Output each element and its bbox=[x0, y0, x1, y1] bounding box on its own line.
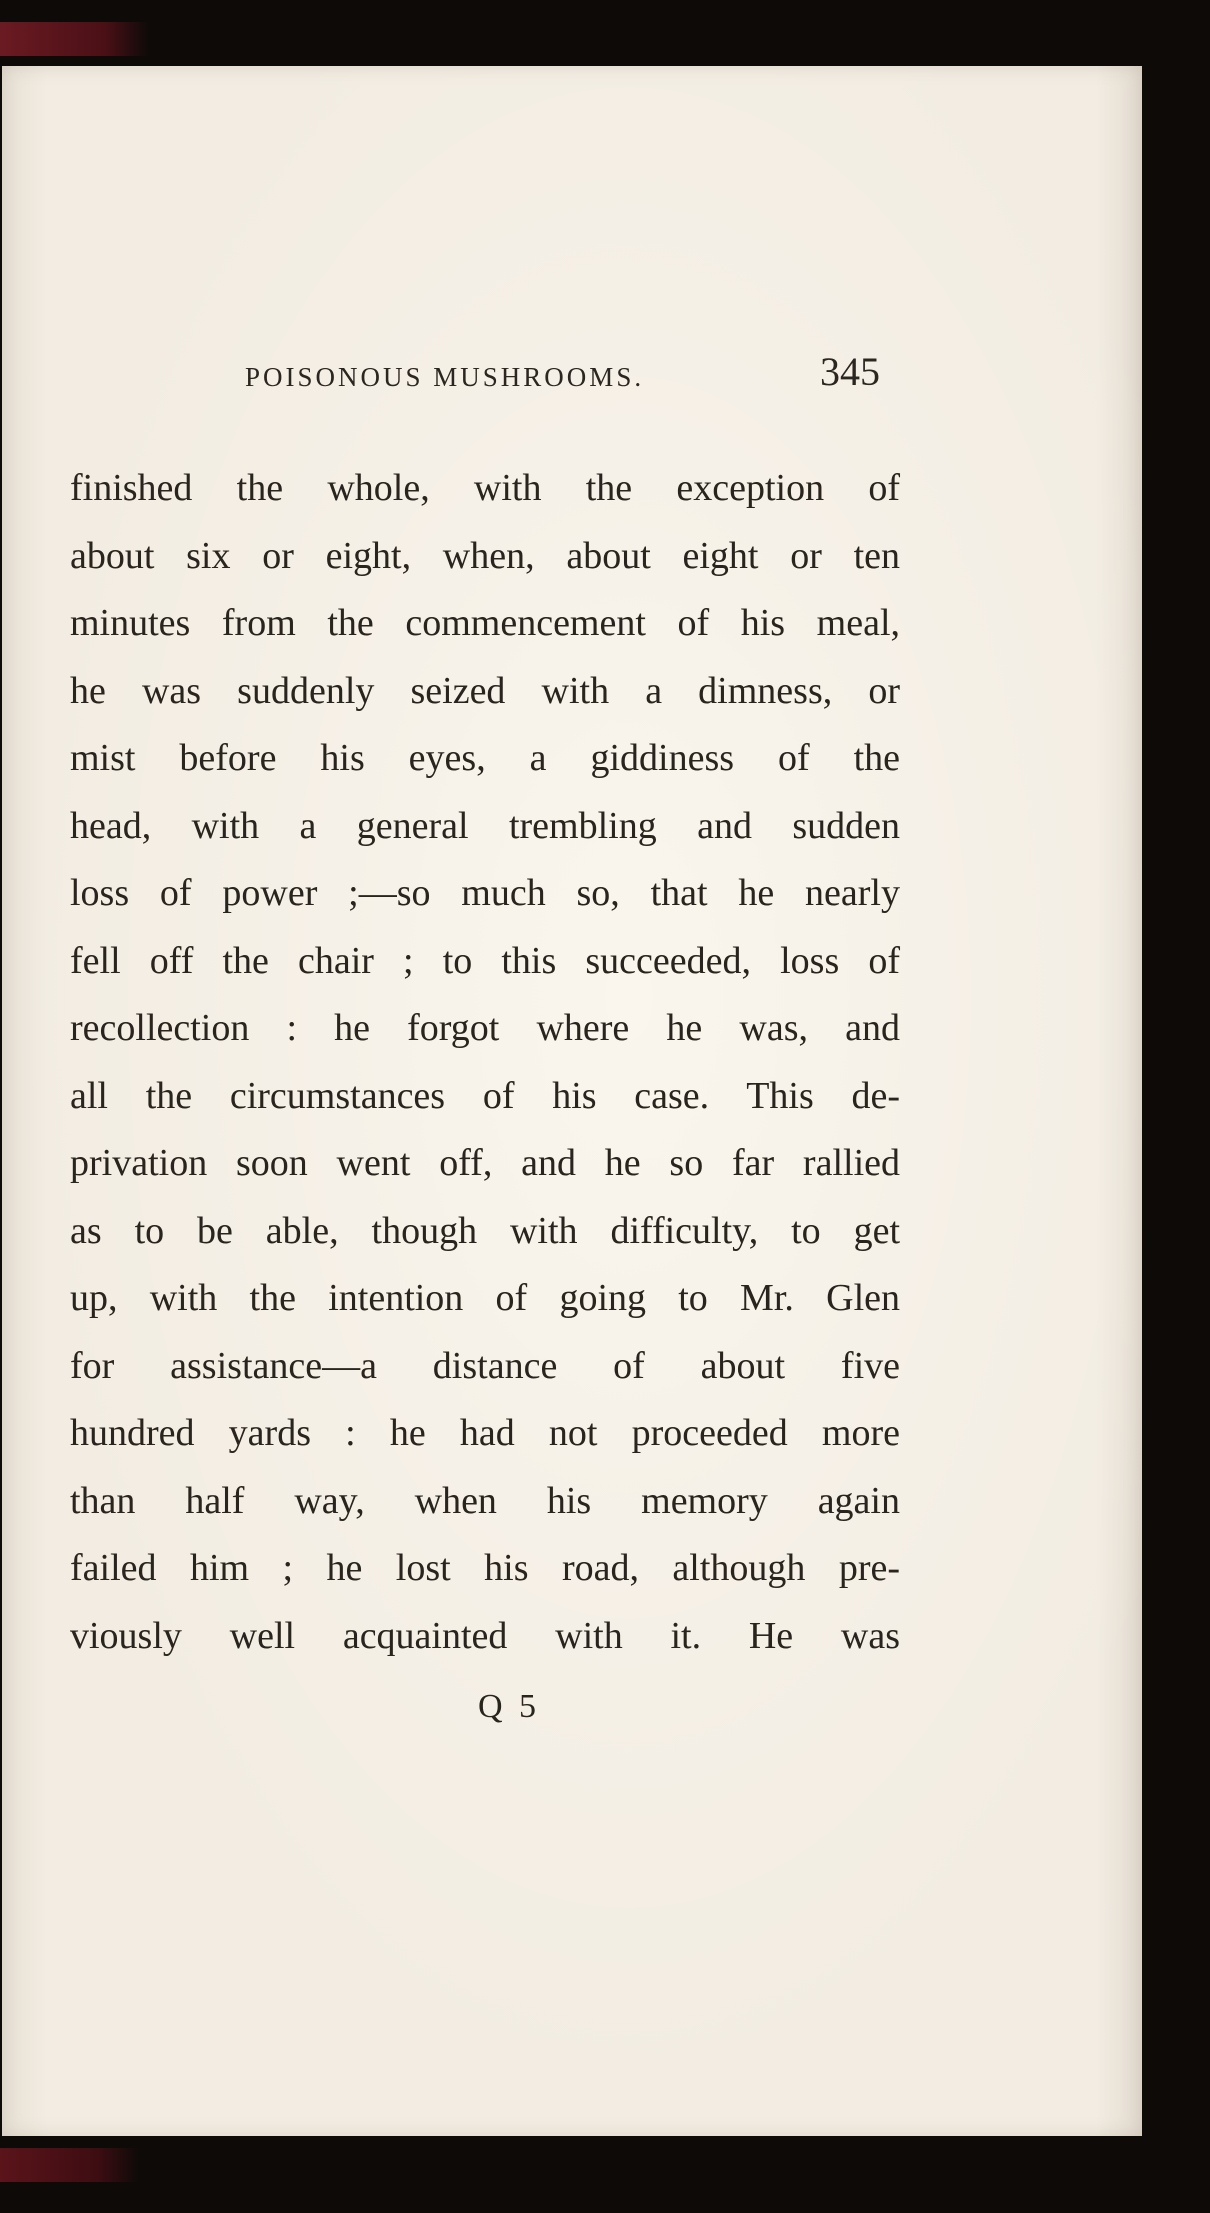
text-line: hundred yards : he had not proceeded more bbox=[70, 1412, 900, 1454]
text-line: fell off the chair ; to this succeeded, loss of bbox=[70, 939, 900, 982]
body-text bbox=[70, 455, 900, 1670]
text-line: mist before his eyes, a giddiness of the bbox=[70, 737, 900, 779]
text-line: finished the whole, with the exception of bbox=[70, 467, 900, 509]
text-line: minutes from the commencement of his meal, bbox=[70, 602, 900, 644]
text-line: for assistance—a distance of about five bbox=[70, 1344, 900, 1387]
text-line: failed him ; he lost his road, although pre- bbox=[70, 1547, 900, 1589]
text-line: viously well acquainted with it. He was bbox=[70, 1614, 900, 1657]
binding-edge-bottom bbox=[0, 2148, 140, 2182]
text-line: about six or eight, when, about eight or ten bbox=[70, 534, 900, 577]
page-number: 345 bbox=[820, 349, 880, 394]
text-line: than half way, when his memory again bbox=[70, 1479, 900, 1522]
text-line: recollection : he forgot where he was, and bbox=[70, 1007, 900, 1049]
binding-edge-top bbox=[0, 22, 150, 56]
text-line: loss of power ;—so much so, that he nearly bbox=[70, 872, 900, 914]
text-line: all the circumstances of his case. This de- bbox=[70, 1074, 900, 1117]
text-line: head, with a general trembling and sudden bbox=[70, 804, 900, 847]
text-line: privation soon went off, and he so far rallied bbox=[70, 1142, 900, 1184]
text-line: up, with the intention of going to Mr. Glen bbox=[70, 1277, 900, 1319]
text-line: as to be able, though with difficulty, to get bbox=[70, 1209, 900, 1252]
signature-mark: Q 5 bbox=[478, 1688, 541, 1725]
text-line: he was suddenly seized with a dimness, or bbox=[70, 669, 900, 712]
page-header bbox=[245, 348, 885, 408]
running-title: POISONOUS MUSHROOMS. bbox=[245, 362, 645, 392]
